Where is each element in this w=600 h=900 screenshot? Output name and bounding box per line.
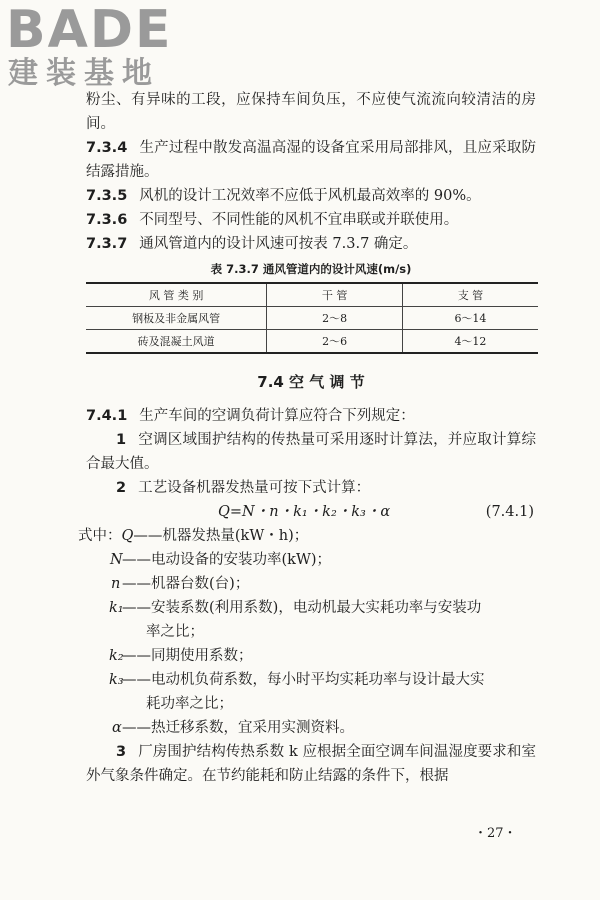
definition-item — [78, 548, 536, 572]
table-row — [86, 330, 538, 354]
symbol-definitions — [78, 524, 536, 740]
formula-expression: Q=N・n・k₁・k₂・k₃・α — [218, 504, 391, 520]
table-header-cell: 干 管 — [267, 283, 403, 307]
clause-7-3-7 — [86, 232, 536, 256]
symbol: Q — [121, 528, 134, 544]
page-number: ・27・ — [474, 826, 517, 841]
table-header-row — [86, 283, 538, 307]
table-header-cell: 支 管 — [402, 283, 538, 307]
table-cell: 钢板及非金属风管 — [86, 307, 267, 330]
table-cell: 2～8 — [267, 307, 403, 330]
publisher-logo — [6, 0, 176, 92]
clause-text: 不同型号、不同性能的风机不宜串联或并联使用。 — [139, 212, 459, 228]
definition-item — [78, 644, 536, 668]
clause-number: 7.4.1 — [86, 408, 128, 424]
paragraph-continued: 粉尘、有异味的工段，应保持车间负压，不应使气流流向较清洁的房间。 — [86, 92, 536, 132]
item-text: 厂房围护结构传热系数 k 应根据全面空调车间温湿度要求和室外气象条件确定。在节约能耗和防止结露的条件下，根据 — [86, 744, 536, 784]
item-text: 空调区域围护结构的传热量可采用逐时计算法，并应取计算综合最大值。 — [86, 432, 536, 472]
clause-number: 7.3.5 — [86, 188, 128, 204]
table-cell: 4～12 — [402, 330, 538, 354]
clause-text: 生产车间的空调负荷计算应符合下列规定： — [139, 408, 415, 424]
symbol: N — [110, 552, 123, 568]
clause-number: 7.3.4 — [86, 140, 128, 156]
symbol: k₂ — [109, 648, 124, 664]
section-title: 7.4 空 气 调 节 — [257, 373, 365, 391]
symbol: n — [111, 576, 121, 592]
item-number: 3 — [116, 744, 127, 760]
item-1 — [86, 428, 536, 476]
table-row — [86, 307, 538, 330]
definition-item — [78, 572, 536, 596]
definition-text: ——电动机负荷系数，每小时平均实耗功率与设计最大实 — [122, 672, 485, 688]
clause-text: 风机的设计工况效率不应低于风机最高效率的 90%。 — [139, 188, 481, 204]
symbol: k₁ — [109, 600, 124, 616]
clause-7-3-6 — [86, 208, 536, 232]
definition-text-cont: 率之比； — [146, 624, 204, 640]
table-header-cell: 风 管 类 别 — [86, 283, 267, 307]
symbol: α — [112, 720, 122, 736]
item-text: 工艺设备机器发热量可按下式计算： — [138, 480, 371, 496]
clause-7-3-4 — [86, 136, 536, 184]
clause-number: 7.3.7 — [86, 236, 128, 252]
item-number: 2 — [116, 480, 127, 496]
item-2 — [86, 476, 536, 500]
item-number: 1 — [116, 432, 127, 448]
table-cell: 砖及混凝土风道 — [86, 330, 267, 354]
definition-text: ——热迁移系数，宜采用实测资料。 — [122, 720, 354, 736]
wind-speed-table — [86, 282, 538, 354]
definition-text: ——同期使用系数； — [122, 648, 253, 664]
definition-item — [78, 596, 536, 620]
clause-text: 通风管道内的设计风速可按表 7.3.7 确定。 — [139, 236, 418, 252]
definition-continuation — [78, 692, 536, 716]
definition-item — [78, 668, 536, 692]
formula-number: (7.4.1) — [485, 504, 534, 520]
definition-text: ——机器台数(台)； — [122, 576, 250, 592]
clause-number: 7.3.6 — [86, 212, 128, 228]
table-cell: 2～6 — [267, 330, 403, 354]
formula-7-4-1 — [86, 500, 536, 524]
definition-text: ——安装系数(利用系数)，电动机最大实耗功率与安装功 — [122, 600, 482, 616]
table-caption: 表 7.3.7 通风管道内的设计风速(m/s) — [210, 262, 412, 276]
definition-lead-text: 式中： — [78, 528, 122, 544]
table-cell: 6～14 — [402, 307, 538, 330]
clause-7-4-1 — [86, 404, 536, 428]
page-body — [78, 88, 536, 788]
clause-7-3-5 — [86, 184, 536, 208]
symbol: k₃ — [109, 672, 124, 688]
logo-subtitle: 建装基地 — [8, 56, 160, 91]
item-3 — [86, 740, 536, 788]
definition-item — [78, 716, 536, 740]
definition-continuation — [78, 620, 536, 644]
definition-text: ——电动设备的安装功率(kW)； — [122, 552, 332, 568]
clause-text: 生产过程中散发高温高湿的设备宜采用局部排风，且应采取防结露措施。 — [86, 140, 536, 180]
definition-text: ——机器发热量(kW・h)； — [133, 528, 309, 544]
logo-wordmark: BADE — [6, 0, 173, 60]
definition-text-cont: 耗功率之比； — [146, 696, 233, 712]
definition-lead — [78, 524, 536, 548]
